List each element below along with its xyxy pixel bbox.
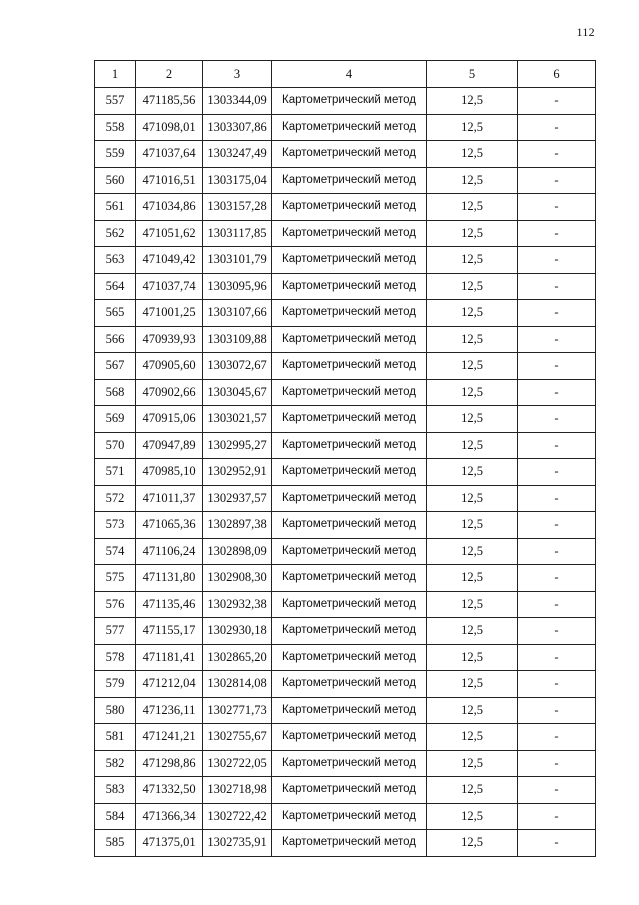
column-header: 3 (203, 61, 272, 88)
accuracy-cell: 12,5 (427, 803, 518, 830)
x-coordinate-cell: 471131,80 (136, 565, 203, 592)
table-row (95, 538, 596, 565)
point-number-cell: 571 (95, 459, 136, 486)
x-coordinate-cell: 471135,46 (136, 591, 203, 618)
point-number-cell: 572 (95, 485, 136, 512)
y-coordinate-cell: 1303101,79 (203, 247, 272, 274)
method-cell: Картометрический метод (272, 114, 427, 141)
table-row (95, 194, 596, 221)
table-row (95, 697, 596, 724)
y-coordinate-cell: 1302930,18 (203, 618, 272, 645)
method-cell: Картометрический метод (272, 379, 427, 406)
y-coordinate-cell: 1302897,38 (203, 512, 272, 539)
accuracy-cell: 12,5 (427, 273, 518, 300)
accuracy-cell: 12,5 (427, 697, 518, 724)
point-number-cell: 578 (95, 644, 136, 671)
accuracy-cell: 12,5 (427, 379, 518, 406)
method-cell: Картометрический метод (272, 830, 427, 857)
x-coordinate-cell: 471236,11 (136, 697, 203, 724)
point-number-cell: 557 (95, 88, 136, 115)
point-number-cell: 568 (95, 379, 136, 406)
y-coordinate-cell: 1302814,08 (203, 671, 272, 698)
table-row (95, 167, 596, 194)
description-cell: - (518, 459, 596, 486)
method-cell: Картометрический метод (272, 194, 427, 221)
description-cell: - (518, 194, 596, 221)
accuracy-cell: 12,5 (427, 485, 518, 512)
method-cell: Картометрический метод (272, 671, 427, 698)
method-cell: Картометрический метод (272, 141, 427, 168)
coordinates-table (94, 60, 596, 857)
accuracy-cell: 12,5 (427, 750, 518, 777)
point-number-cell: 583 (95, 777, 136, 804)
x-coordinate-cell: 471241,21 (136, 724, 203, 751)
description-cell: - (518, 247, 596, 274)
description-cell: - (518, 591, 596, 618)
description-cell: - (518, 512, 596, 539)
x-coordinate-cell: 471037,64 (136, 141, 203, 168)
y-coordinate-cell: 1303109,88 (203, 326, 272, 353)
table-row (95, 247, 596, 274)
point-number-cell: 562 (95, 220, 136, 247)
accuracy-cell: 12,5 (427, 326, 518, 353)
y-coordinate-cell: 1302865,20 (203, 644, 272, 671)
method-cell: Картометрический метод (272, 459, 427, 486)
table-row (95, 220, 596, 247)
table-row (95, 750, 596, 777)
method-cell: Картометрический метод (272, 406, 427, 433)
description-cell: - (518, 777, 596, 804)
y-coordinate-cell: 1303107,66 (203, 300, 272, 327)
x-coordinate-cell: 471181,41 (136, 644, 203, 671)
point-number-cell: 584 (95, 803, 136, 830)
y-coordinate-cell: 1302937,57 (203, 485, 272, 512)
method-cell: Картометрический метод (272, 512, 427, 539)
accuracy-cell: 12,5 (427, 644, 518, 671)
y-coordinate-cell: 1303157,28 (203, 194, 272, 221)
table-row (95, 803, 596, 830)
accuracy-cell: 12,5 (427, 459, 518, 486)
accuracy-cell: 12,5 (427, 565, 518, 592)
accuracy-cell: 12,5 (427, 830, 518, 857)
point-number-cell: 559 (95, 141, 136, 168)
table-row (95, 644, 596, 671)
point-number-cell: 567 (95, 353, 136, 380)
y-coordinate-cell: 1302952,91 (203, 459, 272, 486)
method-cell: Картометрический метод (272, 326, 427, 353)
point-number-cell: 582 (95, 750, 136, 777)
method-cell: Картометрический метод (272, 777, 427, 804)
accuracy-cell: 12,5 (427, 88, 518, 115)
description-cell: - (518, 618, 596, 645)
accuracy-cell: 12,5 (427, 353, 518, 380)
y-coordinate-cell: 1303175,04 (203, 167, 272, 194)
point-number-cell: 575 (95, 565, 136, 592)
x-coordinate-cell: 471037,74 (136, 273, 203, 300)
description-cell: - (518, 671, 596, 698)
table-row (95, 512, 596, 539)
x-coordinate-cell: 471155,17 (136, 618, 203, 645)
accuracy-cell: 12,5 (427, 141, 518, 168)
method-cell: Картометрический метод (272, 538, 427, 565)
method-cell: Картометрический метод (272, 803, 427, 830)
y-coordinate-cell: 1302908,30 (203, 565, 272, 592)
accuracy-cell: 12,5 (427, 220, 518, 247)
y-coordinate-cell: 1303344,09 (203, 88, 272, 115)
table-row (95, 671, 596, 698)
y-coordinate-cell: 1302771,73 (203, 697, 272, 724)
table-row (95, 459, 596, 486)
description-cell: - (518, 697, 596, 724)
method-cell: Картометрический метод (272, 565, 427, 592)
accuracy-cell: 12,5 (427, 300, 518, 327)
point-number-cell: 580 (95, 697, 136, 724)
x-coordinate-cell: 471049,42 (136, 247, 203, 274)
method-cell: Картометрический метод (272, 300, 427, 327)
point-number-cell: 581 (95, 724, 136, 751)
accuracy-cell: 12,5 (427, 247, 518, 274)
x-coordinate-cell: 471001,25 (136, 300, 203, 327)
table-row (95, 353, 596, 380)
point-number-cell: 577 (95, 618, 136, 645)
y-coordinate-cell: 1302898,09 (203, 538, 272, 565)
table-row (95, 830, 596, 857)
column-header: 1 (95, 61, 136, 88)
description-cell: - (518, 406, 596, 433)
method-cell: Картометрический метод (272, 353, 427, 380)
point-number-cell: 570 (95, 432, 136, 459)
method-cell: Картометрический метод (272, 247, 427, 274)
description-cell: - (518, 644, 596, 671)
description-cell: - (518, 300, 596, 327)
x-coordinate-cell: 471011,37 (136, 485, 203, 512)
y-coordinate-cell: 1302718,98 (203, 777, 272, 804)
point-number-cell: 563 (95, 247, 136, 274)
y-coordinate-cell: 1302932,38 (203, 591, 272, 618)
description-cell: - (518, 432, 596, 459)
description-cell: - (518, 141, 596, 168)
method-cell: Картометрический метод (272, 167, 427, 194)
y-coordinate-cell: 1303072,67 (203, 353, 272, 380)
y-coordinate-cell: 1303307,86 (203, 114, 272, 141)
table-row (95, 432, 596, 459)
accuracy-cell: 12,5 (427, 591, 518, 618)
description-cell: - (518, 353, 596, 380)
point-number-cell: 565 (95, 300, 136, 327)
table-row (95, 379, 596, 406)
x-coordinate-cell: 471065,36 (136, 512, 203, 539)
x-coordinate-cell: 470915,06 (136, 406, 203, 433)
point-number-cell: 558 (95, 114, 136, 141)
y-coordinate-cell: 1303247,49 (203, 141, 272, 168)
point-number-cell: 566 (95, 326, 136, 353)
accuracy-cell: 12,5 (427, 671, 518, 698)
description-cell: - (518, 114, 596, 141)
description-cell: - (518, 220, 596, 247)
description-cell: - (518, 565, 596, 592)
point-number-cell: 569 (95, 406, 136, 433)
y-coordinate-cell: 1303045,67 (203, 379, 272, 406)
x-coordinate-cell: 471051,62 (136, 220, 203, 247)
x-coordinate-cell: 471016,51 (136, 167, 203, 194)
accuracy-cell: 12,5 (427, 777, 518, 804)
method-cell: Картометрический метод (272, 750, 427, 777)
accuracy-cell: 12,5 (427, 114, 518, 141)
table-row (95, 565, 596, 592)
point-number-cell: 560 (95, 167, 136, 194)
x-coordinate-cell: 471366,34 (136, 803, 203, 830)
column-header: 5 (427, 61, 518, 88)
y-coordinate-cell: 1303117,85 (203, 220, 272, 247)
table-row (95, 618, 596, 645)
method-cell: Картометрический метод (272, 697, 427, 724)
x-coordinate-cell: 471332,50 (136, 777, 203, 804)
point-number-cell: 574 (95, 538, 136, 565)
method-cell: Картометрический метод (272, 432, 427, 459)
x-coordinate-cell: 471298,86 (136, 750, 203, 777)
method-cell: Картометрический метод (272, 273, 427, 300)
accuracy-cell: 12,5 (427, 512, 518, 539)
method-cell: Картометрический метод (272, 88, 427, 115)
accuracy-cell: 12,5 (427, 724, 518, 751)
description-cell: - (518, 750, 596, 777)
description-cell: - (518, 538, 596, 565)
table-body (95, 88, 596, 857)
accuracy-cell: 12,5 (427, 194, 518, 221)
description-cell: - (518, 724, 596, 751)
x-coordinate-cell: 470905,60 (136, 353, 203, 380)
column-header: 4 (272, 61, 427, 88)
accuracy-cell: 12,5 (427, 618, 518, 645)
x-coordinate-cell: 470947,89 (136, 432, 203, 459)
description-cell: - (518, 88, 596, 115)
table-row (95, 273, 596, 300)
accuracy-cell: 12,5 (427, 167, 518, 194)
method-cell: Картометрический метод (272, 220, 427, 247)
page-number: 112 (576, 25, 595, 39)
method-cell: Картометрический метод (272, 591, 427, 618)
table-row (95, 141, 596, 168)
table-row (95, 724, 596, 751)
y-coordinate-cell: 1302722,05 (203, 750, 272, 777)
x-coordinate-cell: 471212,04 (136, 671, 203, 698)
point-number-cell: 585 (95, 830, 136, 857)
description-cell: - (518, 485, 596, 512)
table-row (95, 591, 596, 618)
x-coordinate-cell: 471375,01 (136, 830, 203, 857)
table-row (95, 485, 596, 512)
description-cell: - (518, 273, 596, 300)
y-coordinate-cell: 1302735,91 (203, 830, 272, 857)
accuracy-cell: 12,5 (427, 406, 518, 433)
x-coordinate-cell: 471034,86 (136, 194, 203, 221)
table-row (95, 300, 596, 327)
x-coordinate-cell: 470985,10 (136, 459, 203, 486)
y-coordinate-cell: 1302755,67 (203, 724, 272, 751)
method-cell: Картометрический метод (272, 644, 427, 671)
table-header-row (95, 61, 596, 88)
x-coordinate-cell: 471106,24 (136, 538, 203, 565)
accuracy-cell: 12,5 (427, 432, 518, 459)
description-cell: - (518, 326, 596, 353)
method-cell: Картометрический метод (272, 618, 427, 645)
table-row (95, 406, 596, 433)
x-coordinate-cell: 470902,66 (136, 379, 203, 406)
method-cell: Картометрический метод (272, 724, 427, 751)
x-coordinate-cell: 471185,56 (136, 88, 203, 115)
method-cell: Картометрический метод (272, 485, 427, 512)
description-cell: - (518, 167, 596, 194)
table-row (95, 777, 596, 804)
y-coordinate-cell: 1303095,96 (203, 273, 272, 300)
point-number-cell: 564 (95, 273, 136, 300)
x-coordinate-cell: 470939,93 (136, 326, 203, 353)
description-cell: - (518, 379, 596, 406)
description-cell: - (518, 803, 596, 830)
point-number-cell: 561 (95, 194, 136, 221)
y-coordinate-cell: 1302722,42 (203, 803, 272, 830)
x-coordinate-cell: 471098,01 (136, 114, 203, 141)
table-row (95, 114, 596, 141)
point-number-cell: 579 (95, 671, 136, 698)
column-header: 6 (518, 61, 596, 88)
y-coordinate-cell: 1303021,57 (203, 406, 272, 433)
column-header: 2 (136, 61, 203, 88)
description-cell: - (518, 830, 596, 857)
point-number-cell: 576 (95, 591, 136, 618)
y-coordinate-cell: 1302995,27 (203, 432, 272, 459)
table-row (95, 88, 596, 115)
table-row (95, 326, 596, 353)
accuracy-cell: 12,5 (427, 538, 518, 565)
point-number-cell: 573 (95, 512, 136, 539)
